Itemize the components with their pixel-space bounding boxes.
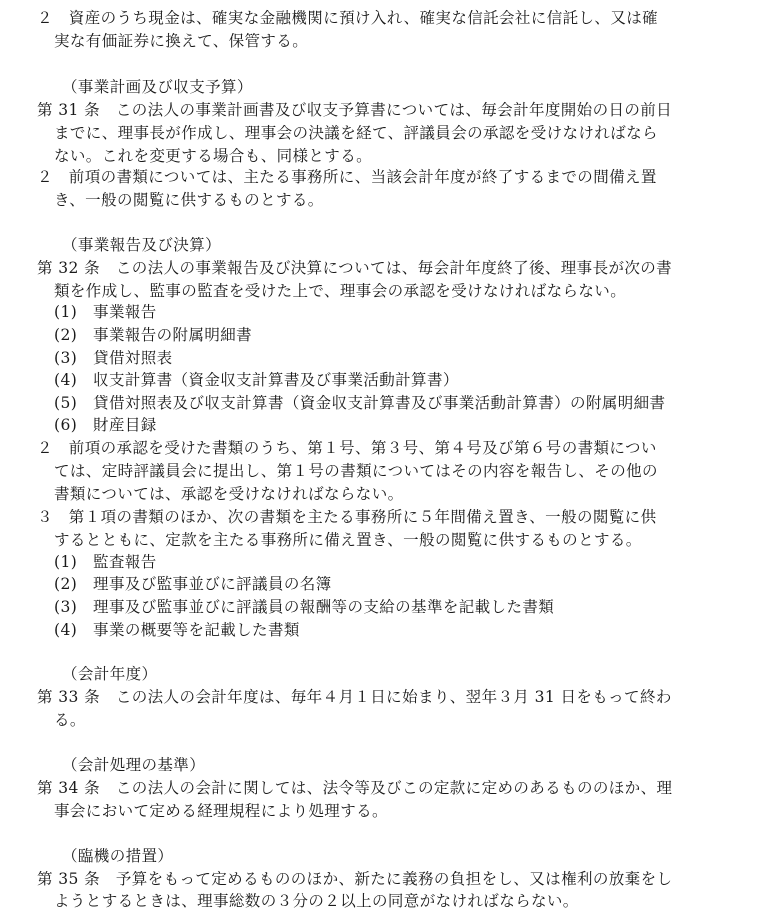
list-item: (1) 監査報告 (54, 553, 157, 571)
list-item: (6) 財産目録 (54, 416, 157, 434)
text-line: ては、定時評議員会に提出し、第１号の書類についてはその内容を報告し、その他の (54, 462, 658, 480)
list-item: (4) 事業の概要等を記載した書類 (54, 621, 300, 639)
text-line: ようとするときは、理事総数の３分の２以上の同意がなければならない。 (54, 892, 579, 910)
list-item: (5) 貸借対照表及び収支計算書（資金収支計算書及び事業活動計算書）の附属明細書 (54, 394, 666, 412)
text-line: 第 31 条 この法人の事業計画書及び収支予算書については、毎会計年度開始の日の前日 (37, 101, 673, 119)
text-line: 第 34 条 この法人の会計に関しては、法令等及びこの定款に定めのあるもののほか、理 (37, 779, 673, 797)
list-item: (2) 理事及び監事並びに評議員の名簿 (54, 575, 332, 593)
list-item: (1) 事業報告 (54, 303, 157, 321)
list-item: (4) 収支計算書（資金収支計算書及び事業活動計算書） (54, 371, 459, 389)
text-line: ない。これを変更する場合も、同様とする。 (54, 147, 373, 165)
text-line: するとともに、定款を主たる事務所に備え置き、一般の閲覧に供するものとする。 (54, 531, 642, 549)
text-line: 第 33 条 この法人の会計年度は、毎年４月１日に始まり、翌年３月 31 日をもって終わ (37, 688, 672, 706)
list-item: (3) 貸借対照表 (54, 349, 173, 367)
text-line: 事会において定める経理規程により処理する。 (54, 802, 388, 820)
text-line: 書類については、承認を受けなければならない。 (54, 485, 404, 503)
section-heading: （事業報告及び決算） (62, 236, 222, 254)
section-heading: （会計年度） (62, 665, 158, 683)
text-line: る。 (54, 711, 86, 729)
list-item: (2) 事業報告の附属明細書 (54, 326, 253, 344)
text-line: 実な有価証券に換えて、保管する。 (54, 32, 309, 50)
section-heading: （事業計画及び収支予算） (62, 78, 253, 96)
text-line: ２ 前項の承認を受けた書類のうち、第１号、第３号、第４号及び第６号の書類につい (37, 439, 657, 457)
text-line: ２ 前項の書類については、主たる事務所に、当該会計年度が終了するまでの間備え置 (37, 168, 657, 186)
text-line: 第 35 条 予算をもって定めるもののほか、新たに義務の負担をし、又は権利の放棄をし (37, 870, 673, 888)
section-heading: （臨機の措置） (62, 847, 174, 865)
text-line: ２ 資産のうち現金は、確実な金融機関に預け入れ、確実な信託会社に信託し、又は確 (37, 9, 659, 27)
text-line: ３ 第１項の書類のほか、次の書類を主たる事務所に５年間備え置き、一般の閲覧に供 (37, 508, 657, 526)
text-line: き、一般の閲覧に供するものとする。 (54, 191, 324, 209)
text-line: 類を作成し、監事の監査を受けた上で、理事会の承認を受けなければならない。 (54, 282, 627, 300)
section-heading: （会計処理の基準） (62, 756, 206, 774)
text-line: 第 32 条 この法人の事業報告及び決算については、毎会計年度終了後、理事長が次の書 (37, 259, 673, 277)
list-item: (3) 理事及び監事並びに評議員の報酬等の支給の基準を記載した書類 (54, 598, 555, 616)
text-line: までに、理事長が作成し、理事会の決議を経て、評議員会の承認を受けなければなら (54, 124, 658, 142)
